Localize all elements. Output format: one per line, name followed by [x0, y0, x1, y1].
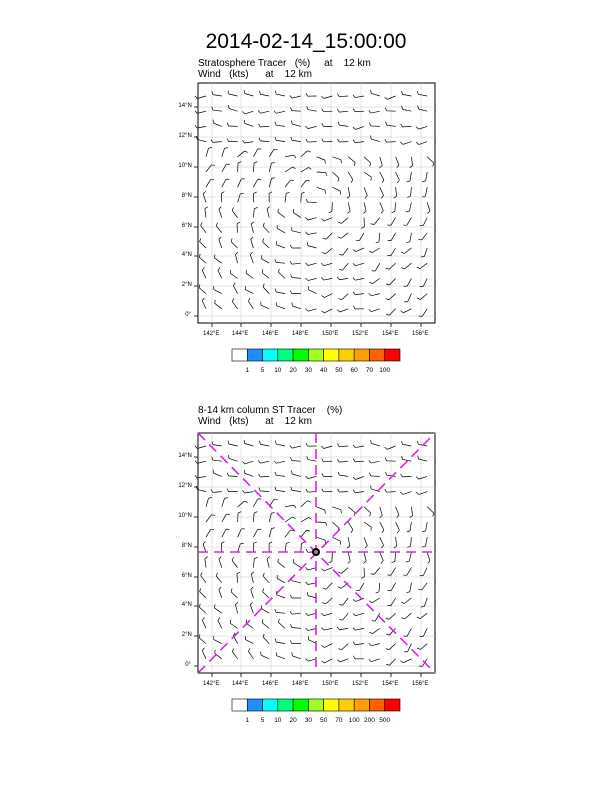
- colorbar-label-2-9: 500: [379, 717, 391, 724]
- lat-label-2-7: 14°N: [178, 453, 192, 459]
- colorbar-box-2-3: [278, 699, 293, 711]
- colorbar-box-2-0: [232, 699, 247, 711]
- colorbar-label-1-9: 100: [379, 367, 391, 374]
- colorbar-box-1-2: [263, 349, 278, 361]
- colorbar-label-2-2: 10: [274, 717, 282, 724]
- colorbar-label-1-0: 1: [245, 367, 250, 374]
- lat-label-2-5: 10°N: [178, 513, 192, 519]
- colorbar-label-1-4: 30: [304, 367, 312, 374]
- lon-label-2-3: 148°E: [292, 681, 309, 687]
- lon-label-2-1: 144°E: [232, 681, 249, 687]
- wind-barb-flag-1: [196, 136, 197, 139]
- colorbar-box-1-0: [232, 349, 247, 361]
- colorbar-box-2-7: [339, 699, 354, 711]
- lon-label-2-6: 154°E: [382, 681, 399, 687]
- lat-label-1-4: 8°N: [181, 193, 192, 199]
- lon-label-1-0: 142°E: [203, 331, 220, 337]
- storm-center-dot: [314, 550, 318, 554]
- colorbar-box-2-5: [308, 699, 323, 711]
- colorbar-box-2-2: [263, 699, 278, 711]
- colorbar-box-2-4: [293, 699, 308, 711]
- lon-label-1-5: 152°E: [352, 331, 369, 337]
- wind-barb-flag-2: [195, 446, 197, 449]
- colorbar-label-1-2: 10: [274, 367, 282, 374]
- lon-label-2-2: 146°E: [262, 681, 279, 687]
- lat-label-2-4: 8°N: [181, 543, 192, 549]
- lat-label-2-2: 4°N: [181, 602, 192, 608]
- colorbar-box-1-4: [293, 349, 308, 361]
- colorbar-box-2-9: [369, 699, 384, 711]
- page-title: 2014-02-14_15:00:00: [205, 30, 407, 53]
- lon-label-2-7: 156°E: [412, 681, 429, 687]
- panel-title-2: 8-14 km column ST Tracer (%): [198, 405, 343, 416]
- wind-barb-flag-1: [195, 111, 197, 114]
- lat-label-2-0: 0°: [185, 662, 191, 668]
- colorbar-box-1-9: [369, 349, 384, 361]
- colorbar-label-1-5: 40: [320, 367, 328, 374]
- panel-subtitle-1: Wind (kts) at 12 km: [198, 69, 312, 80]
- lat-label-1-0: 0°: [185, 312, 191, 318]
- wind-barb-flag-2: [195, 475, 197, 478]
- lon-label-1-1: 144°E: [232, 331, 249, 337]
- colorbar-box-1-10: [385, 349, 400, 361]
- colorbar-label-2-8: 200: [364, 717, 375, 724]
- colorbar-box-1-6: [324, 349, 339, 361]
- lat-label-1-7: 14°N: [178, 103, 192, 109]
- lon-label-1-7: 156°E: [412, 331, 429, 337]
- colorbar-box-1-5: [308, 349, 323, 361]
- colorbar-box-1-7: [339, 349, 354, 361]
- lat-label-1-2: 4°N: [181, 252, 192, 258]
- colorbar-box-2-6: [324, 699, 339, 711]
- lat-label-1-6: 12°N: [178, 133, 192, 139]
- lat-label-1-5: 10°N: [178, 163, 192, 169]
- colorbar-label-2-0: 1: [245, 717, 250, 724]
- lat-label-2-3: 6°N: [181, 573, 192, 579]
- colorbar-label-2-7: 100: [348, 717, 360, 724]
- wind-barb-flag-2: [195, 461, 197, 464]
- lat-label-1-1: 2°N: [181, 282, 192, 288]
- lon-label-1-3: 148°E: [292, 331, 309, 337]
- colorbar-label-2-4: 30: [304, 717, 312, 724]
- wind-barb-flag-2: [244, 470, 245, 473]
- wind-barb-flag-1: [195, 125, 197, 128]
- colorbar-label-1-7: 60: [350, 367, 358, 374]
- colorbar-box-2-8: [354, 699, 369, 711]
- colorbar-label-1-8: 70: [365, 367, 374, 374]
- lat-label-2-1: 2°N: [181, 632, 192, 638]
- lon-label-1-4: 150°E: [322, 331, 339, 337]
- panel-subtitle-2: Wind (kts) at 12 km: [198, 416, 312, 427]
- colorbar-label-2-1: 5: [260, 717, 265, 724]
- colorbar-label-1-6: 50: [335, 367, 343, 374]
- map-frame-1: [198, 83, 435, 323]
- lon-label-2-5: 152°E: [352, 681, 369, 687]
- lon-label-1-6: 154°E: [382, 331, 399, 337]
- colorbar-box-2-1: [247, 699, 262, 711]
- lon-label-1-2: 146°E: [262, 331, 279, 337]
- lat-label-1-3: 6°N: [181, 223, 192, 229]
- colorbar-label-1-3: 20: [289, 367, 297, 374]
- lon-label-2-4: 150°E: [322, 681, 339, 687]
- wind-barb-flag-2: [196, 486, 197, 489]
- panel-title-1: Stratosphere Tracer (%) at 12 km: [198, 58, 371, 69]
- colorbar-box-1-8: [354, 349, 369, 361]
- wind-barb-flag-1: [195, 96, 197, 99]
- colorbar-label-2-3: 20: [289, 717, 297, 724]
- colorbar-box-2-10: [385, 699, 400, 711]
- wind-barb-flag-1: [244, 120, 245, 123]
- colorbar-label-2-6: 70: [335, 717, 343, 724]
- lat-label-2-6: 12°N: [178, 483, 192, 489]
- colorbar-label-2-5: 50: [320, 717, 328, 724]
- colorbar-box-1-1: [247, 349, 262, 361]
- lon-label-2-0: 142°E: [203, 681, 220, 687]
- colorbar-label-1-1: 5: [260, 367, 265, 374]
- colorbar-box-1-3: [278, 349, 293, 361]
